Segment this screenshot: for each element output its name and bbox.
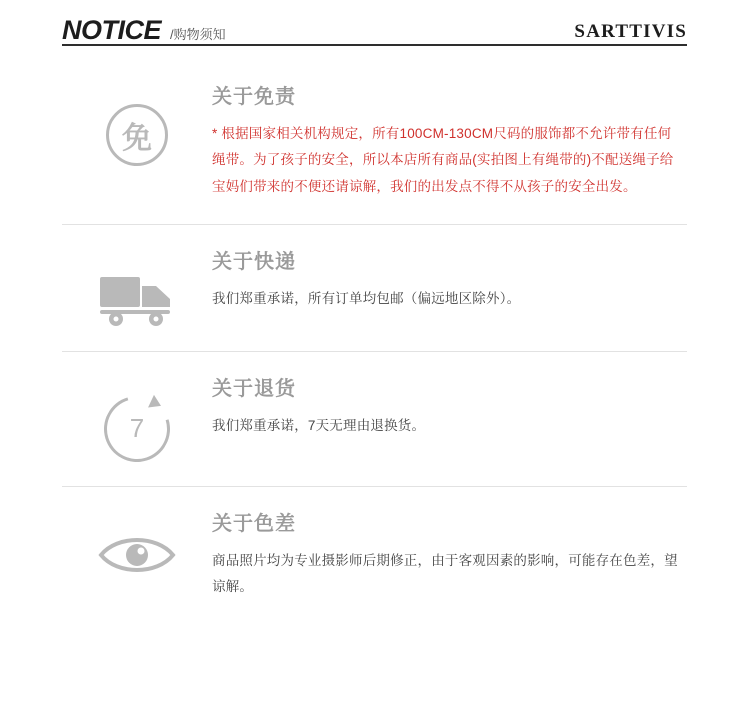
section-text bbox=[212, 86, 687, 200]
truck-icon bbox=[98, 269, 176, 327]
section-title: 关于快递 bbox=[212, 250, 296, 273]
seven-day-return-icon bbox=[104, 396, 170, 462]
section-body: 我们郑重承诺，所有订单均包邮（偏远地区除外）。 bbox=[212, 290, 521, 306]
exemption-circle-icon: 免 bbox=[106, 104, 168, 166]
section-title: 关于退货 bbox=[212, 377, 296, 400]
page-subtitle: /购物须知 bbox=[170, 27, 226, 42]
eye-icon bbox=[97, 531, 177, 579]
section-text bbox=[212, 378, 687, 439]
page-header bbox=[62, 0, 687, 46]
brand-logo: SARTTIVIS bbox=[574, 21, 687, 42]
section-body: 商品照片均为专业摄影师后期修正，由于客观因素的影响，可能存在色差，望谅解。 bbox=[212, 552, 678, 595]
section-shipping bbox=[62, 225, 687, 352]
icon-cell bbox=[62, 378, 212, 462]
section-body: 我们郑重承诺，7天无理由退换货。 bbox=[212, 417, 426, 433]
header-title-group bbox=[62, 17, 226, 44]
section-title: 关于免责 bbox=[212, 86, 296, 108]
icon-cell bbox=[62, 86, 212, 166]
page-title: NOTICE bbox=[62, 15, 162, 45]
section-color-difference bbox=[62, 487, 687, 625]
section-return bbox=[62, 352, 687, 487]
icon-cell bbox=[62, 513, 212, 579]
section-disclaimer bbox=[62, 60, 687, 225]
section-body: * 根据国家相关机构规定，所有100CM-130CM尺码的服饰都不允许带有任何绳带。为了孩子的安全，所以本店所有商品(实拍图上有绳带的)不配送绳子给宝妈们带来的不便还请谅解，我们的出发点不得不从孩子的安全出发。 bbox=[212, 126, 674, 194]
section-text bbox=[212, 251, 687, 312]
notice-sections bbox=[62, 46, 687, 625]
return-days-label: 7 bbox=[129, 413, 145, 444]
section-title: 关于色差 bbox=[212, 512, 296, 535]
icon-cell bbox=[62, 251, 212, 327]
section-text bbox=[212, 513, 687, 601]
